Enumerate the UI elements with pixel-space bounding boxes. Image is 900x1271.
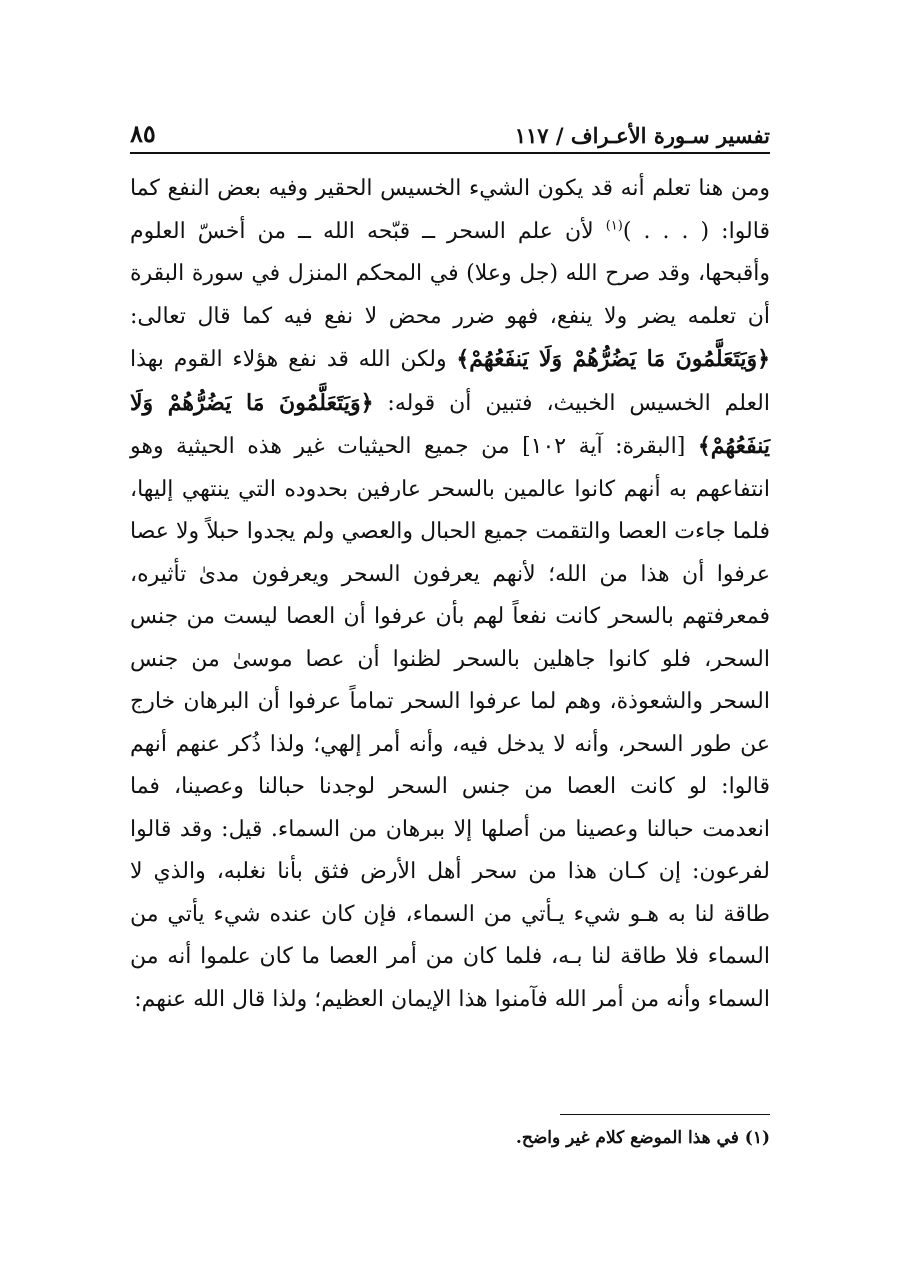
header-rule	[130, 152, 770, 154]
running-title: تفسير سـورة الأعـراف / ١١٧	[514, 123, 770, 148]
body-segment-4: [البقرة: آية ١٠٢] من جميع الحيثيات غير هذه الحيثية وهو انتفاعهم به أنهم كانوا عالمين بالسحر عارفين بحدوده التي ينتهي إليها، فلما جاءت العصا والتقمت جميع الحبال والعصي ولم يجدوا حبلاً ولا عصا عرفوا أن هذا من الله؛ لأنهم يعرفون السحر ويعرفون مدىٰ تأثيره، فمعرفتهم بالسحر كانت نفعاً لهم بأن عرفوا أن العصا ليست من جنس السحر، فلو كانوا جاهلين بالسحر لظنوا أن عصا موسىٰ من جنس السحر والشعوذة، وهم لما عرفوا السحر تماماً عرفوا أن البرهان خارج عن طور السحر، وأنه لا يدخل فيه، وأنه أمر إلهي؛ ولذا ذُكر عنهم أنهم قالوا: لو كانت العصا من جنس السحر لوجدنا حبالنا وعصينا، فما انعدمت حبالنا وعصينا من أصلها إلا ببرهان من السماء. قيل: وقد قالوا لفرعون: إن كـان هذا من سحر أهل الأرض فثق بأنا نغلبه، والذي لا طاقة لنا به هـو شيء يـأتي من السماء، فإن كان عنده شيء يأتي من السماء فلا طاقة لنا بـه، فلما كان من أمر العصا ما كان علموا أنه من السماء وأنه من أمر الله فآمنوا هذا الإيمان العظيم؛ ولذا قال الله عنهم:	[130, 434, 770, 1012]
page-number: ٨٥	[130, 119, 156, 148]
page-header	[130, 108, 770, 148]
body-paragraph	[130, 168, 770, 1021]
quran-verse-1: ﴿وَيَتَعَلَّمُونَ مَا يَضُرُّهُمْ وَلَا يَنفَعُهُمْ﴾	[456, 346, 770, 372]
footnote-rule	[560, 1114, 770, 1115]
body-segment-1: ومن هنا تعلم أنه قد يكون الشيء الخسيس الحقير وفيه بعض النفع كما قالوا: ( . . . )	[130, 176, 770, 244]
quran-verse-2: ﴿وَيَتَعَلَّمُونَ مَا يَضُرُّهُمْ وَلَا يَنفَعُهُمْ﴾	[130, 389, 770, 459]
footnote	[130, 1124, 770, 1152]
body-segment-2: لأن علم السحر ــ قبّحه الله ــ من أخسّ العلوم وأقبحها، وقد صرح الله (جل وعلا) في المحكم المنزل في سورة البقرة أن تعلمه يضر ولا ينفع، فهو ضرر محض لا نفع فيه كما قال تعالى:	[130, 218, 770, 329]
footnote-marker: (١)	[744, 1128, 770, 1148]
book-page	[130, 0, 770, 1271]
body-text	[130, 168, 770, 1021]
footnote-text: في هذا الموضع كلام غير واضح.	[515, 1128, 739, 1148]
body-segment-3: ولكن الله قد نفع هؤلاء القوم بهذا العلم الخسيس الخبيث، فتبين أن قوله:	[130, 347, 770, 416]
footnote-reference: (١)	[605, 218, 623, 234]
